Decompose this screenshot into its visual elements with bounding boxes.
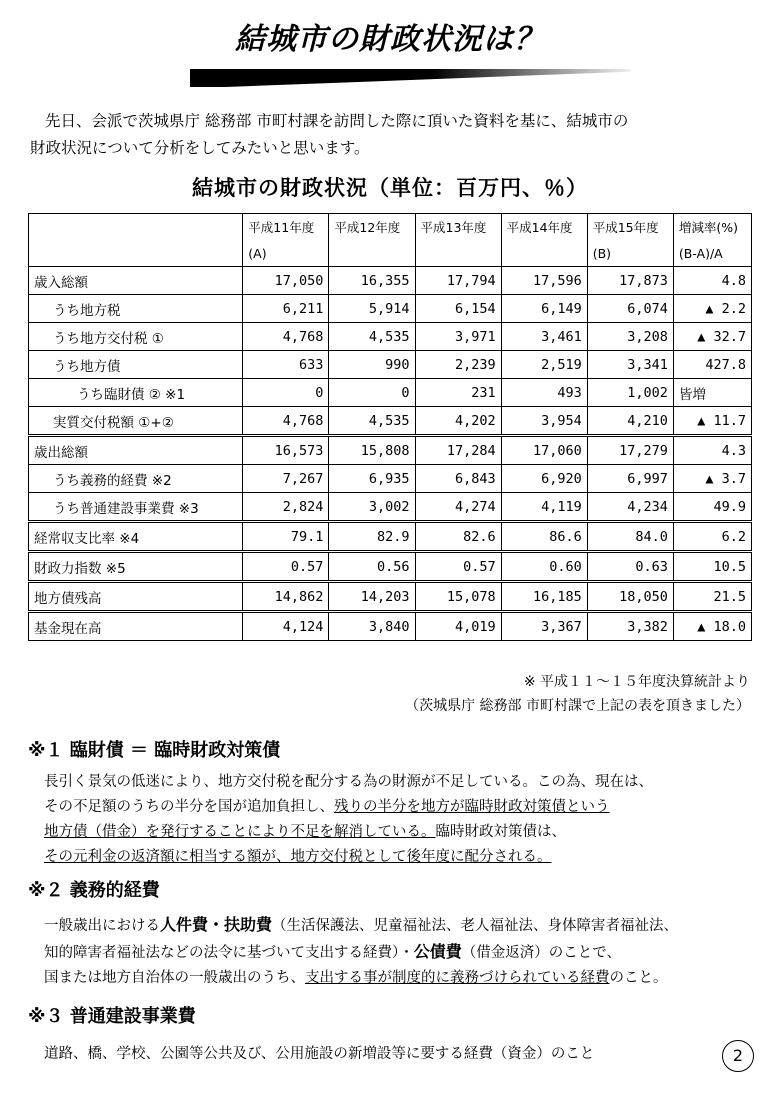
rate-cell: 皆増 <box>673 379 751 407</box>
rate-cell: ▲ 3.7 <box>673 465 751 493</box>
value-cell: 4,202 <box>415 407 501 436</box>
value-cell: 4,768 <box>243 323 329 351</box>
source-line: （茨城県庁 総務部 市町村課で上記の表を頂きました） <box>405 698 750 714</box>
note-line <box>44 939 764 966</box>
header-blank <box>29 240 243 267</box>
note-line <box>44 966 764 991</box>
note-underlined-text: 支出する事が制度的に義務づけられている経費 <box>305 970 610 986</box>
value-cell: 6,843 <box>415 465 501 493</box>
value-cell: 0 <box>329 379 415 407</box>
table-body <box>29 267 752 641</box>
table-row <box>29 267 752 295</box>
note-line <box>44 820 764 845</box>
table-header-subrow <box>29 240 752 267</box>
value-cell: 17,596 <box>501 267 587 295</box>
note-text: （生活保護法、児童福祉法、老人福祉法、身体障害者福祉法、 <box>272 918 679 934</box>
row-label: うち臨財債 ② ※1 <box>29 379 243 407</box>
rate-cell: ▲ 18.0 <box>673 612 751 641</box>
value-cell: 4,274 <box>415 493 501 522</box>
finance-table <box>28 213 752 641</box>
note-line <box>44 795 764 820</box>
value-cell: 0.57 <box>415 552 501 582</box>
note-bold-text: 公債費 <box>413 942 462 961</box>
table-row <box>29 323 752 351</box>
table-row <box>29 552 752 582</box>
rate-cell: ▲ 2.2 <box>673 295 751 323</box>
value-cell: 4,210 <box>587 407 673 436</box>
page-number: 2 <box>722 1040 754 1072</box>
value-cell: 0.60 <box>501 552 587 582</box>
table-row <box>29 582 752 612</box>
value-cell: 3,341 <box>587 351 673 379</box>
value-cell: 82.9 <box>329 522 415 552</box>
note1-body <box>44 770 764 870</box>
value-cell: 16,355 <box>329 267 415 295</box>
value-cell: 17,284 <box>415 436 501 465</box>
intro-line: 先日、会派で茨城県庁 総務部 市町村課を訪問した際に頂いた資料を基に、結城市の <box>45 112 629 130</box>
note-underlined-text: 残りの半分を地方が臨時財政対策債という <box>334 799 610 815</box>
note-text: 臨時財政対策債は、 <box>435 824 566 840</box>
value-cell: 86.6 <box>501 522 587 552</box>
value-cell: 6,997 <box>587 465 673 493</box>
table-row <box>29 522 752 552</box>
row-label: うち地方交付税 ① <box>29 323 243 351</box>
row-label: 歳出総額 <box>29 436 243 465</box>
value-cell: 79.1 <box>243 522 329 552</box>
col-sub-a: (A) <box>243 240 329 267</box>
value-cell: 16,573 <box>243 436 329 465</box>
value-cell: 1,002 <box>587 379 673 407</box>
value-cell: 2,519 <box>501 351 587 379</box>
intro-paragraph <box>30 108 750 162</box>
note2-heading: ※２ 義務的経費 <box>28 880 160 901</box>
table-row <box>29 407 752 436</box>
table-row <box>29 436 752 465</box>
value-cell: 17,794 <box>415 267 501 295</box>
value-cell: 4,124 <box>243 612 329 641</box>
table-title: 結城市の財政状況（単位：百万円、％） <box>192 176 588 200</box>
value-cell: 0.57 <box>243 552 329 582</box>
intro-line: 財政状況について分析をしてみたいと思います。 <box>30 139 370 157</box>
note3-body <box>44 1042 764 1067</box>
rate-cell: 4.3 <box>673 436 751 465</box>
table-row <box>29 612 752 641</box>
title-underline-bar <box>190 69 630 87</box>
value-cell: 15,808 <box>329 436 415 465</box>
value-cell: 16,185 <box>501 582 587 612</box>
value-cell: 17,279 <box>587 436 673 465</box>
value-cell: 82.6 <box>415 522 501 552</box>
note-text: のこと。 <box>609 970 668 986</box>
value-cell: 6,935 <box>329 465 415 493</box>
note-line: 長引く景気の低迷により、地方交付税を配分する為の財源が不足している。この為、現在は、 <box>44 774 653 790</box>
col-sub-blank <box>329 240 415 267</box>
rate-cell: ▲ 32.7 <box>673 323 751 351</box>
table-row <box>29 493 752 522</box>
row-label: 歳入総額 <box>29 267 243 295</box>
value-cell: 4,119 <box>501 493 587 522</box>
value-cell: 84.0 <box>587 522 673 552</box>
col-header-h11: 平成11年度 <box>243 214 329 241</box>
value-cell: 3,461 <box>501 323 587 351</box>
note-text: 一般歳出における <box>44 918 160 934</box>
col-header-h14: 平成14年度 <box>501 214 587 241</box>
col-sub-blank <box>415 240 501 267</box>
note-line <box>44 912 764 939</box>
row-label: うち地方税 <box>29 295 243 323</box>
col-header-h12: 平成12年度 <box>329 214 415 241</box>
col-header-h13: 平成13年度 <box>415 214 501 241</box>
value-cell: 7,267 <box>243 465 329 493</box>
note1-heading: ※１ 臨財債 ＝ 臨時財政対策債 <box>28 740 281 761</box>
table-row <box>29 351 752 379</box>
col-header-h15: 平成15年度 <box>587 214 673 241</box>
value-cell: 6,074 <box>587 295 673 323</box>
value-cell: 633 <box>243 351 329 379</box>
col-sub-rate: (B-A)/A <box>673 240 751 267</box>
value-cell: 6,154 <box>415 295 501 323</box>
value-cell: 18,050 <box>587 582 673 612</box>
value-cell: 4,768 <box>243 407 329 436</box>
value-cell: 0 <box>243 379 329 407</box>
source-line: ※ 平成１１～１５年度決算統計より <box>523 674 750 690</box>
rate-cell: 49.9 <box>673 493 751 522</box>
rate-cell: 10.5 <box>673 552 751 582</box>
row-label: うち義務的経費 ※2 <box>29 465 243 493</box>
rate-cell: ▲ 11.7 <box>673 407 751 436</box>
value-cell: 3,208 <box>587 323 673 351</box>
value-cell: 2,239 <box>415 351 501 379</box>
value-cell: 4,234 <box>587 493 673 522</box>
header-blank <box>29 214 243 241</box>
value-cell: 3,002 <box>329 493 415 522</box>
rate-cell: 21.5 <box>673 582 751 612</box>
col-sub-b: (B) <box>587 240 673 267</box>
note-text: （借金返済）のことで、 <box>461 945 621 961</box>
note-underlined-text: その元利金の返済額に相当する額が、地方交付税として後年度に配分される。 <box>44 849 552 865</box>
rate-cell: 427.8 <box>673 351 751 379</box>
col-header-rate: 増減率(%) <box>673 214 751 241</box>
note-underlined-text: 地方債（借金）を発行することにより不足を解消している。 <box>44 824 436 840</box>
row-label: 実質交付税額 ①+② <box>29 407 243 436</box>
value-cell: 3,954 <box>501 407 587 436</box>
value-cell: 4,535 <box>329 323 415 351</box>
note-line: 道路、橋、学校、公園等公共及び、公用施設の新増設等に要する経費（資金）のこと <box>44 1046 595 1062</box>
row-label: 財政力指数 ※5 <box>29 552 243 582</box>
value-cell: 3,971 <box>415 323 501 351</box>
note2-body <box>44 912 764 991</box>
note-text: 知的障害者福祉法などの法令に基づいて支出する経費）・ <box>44 945 414 961</box>
value-cell: 17,873 <box>587 267 673 295</box>
table-header-row <box>29 214 752 241</box>
value-cell: 4,535 <box>329 407 415 436</box>
value-cell: 14,862 <box>243 582 329 612</box>
col-sub-blank <box>501 240 587 267</box>
value-cell: 990 <box>329 351 415 379</box>
value-cell: 0.63 <box>587 552 673 582</box>
value-cell: 15,078 <box>415 582 501 612</box>
value-cell: 3,382 <box>587 612 673 641</box>
rate-cell: 4.8 <box>673 267 751 295</box>
value-cell: 6,149 <box>501 295 587 323</box>
value-cell: 14,203 <box>329 582 415 612</box>
source-note <box>405 670 750 718</box>
value-cell: 17,060 <box>501 436 587 465</box>
value-cell: 5,914 <box>329 295 415 323</box>
value-cell: 3,367 <box>501 612 587 641</box>
row-label: 地方債残高 <box>29 582 243 612</box>
value-cell: 6,920 <box>501 465 587 493</box>
rate-cell: 6.2 <box>673 522 751 552</box>
value-cell: 6,211 <box>243 295 329 323</box>
note-bold-text: 人件費・扶助費 <box>160 915 273 934</box>
note-text: 国または地方自治体の一般歳出のうち、 <box>44 970 305 986</box>
value-cell: 2,824 <box>243 493 329 522</box>
note3-heading: ※３ 普通建設事業費 <box>28 1006 196 1027</box>
table-row <box>29 379 752 407</box>
row-label: 経常収支比率 ※4 <box>29 522 243 552</box>
note-text: その不足額のうちの半分を国が追加負担し、 <box>44 799 334 815</box>
row-label: うち地方債 <box>29 351 243 379</box>
value-cell: 493 <box>501 379 587 407</box>
row-label: うち普通建設事業費 ※3 <box>29 493 243 522</box>
note-line <box>44 845 764 870</box>
page-title: 結城市の財政状況は？ <box>235 22 545 57</box>
table-row <box>29 295 752 323</box>
value-cell: 231 <box>415 379 501 407</box>
value-cell: 17,050 <box>243 267 329 295</box>
value-cell: 4,019 <box>415 612 501 641</box>
value-cell: 0.56 <box>329 552 415 582</box>
table-row <box>29 465 752 493</box>
value-cell: 3,840 <box>329 612 415 641</box>
row-label: 基金現在高 <box>29 612 243 641</box>
